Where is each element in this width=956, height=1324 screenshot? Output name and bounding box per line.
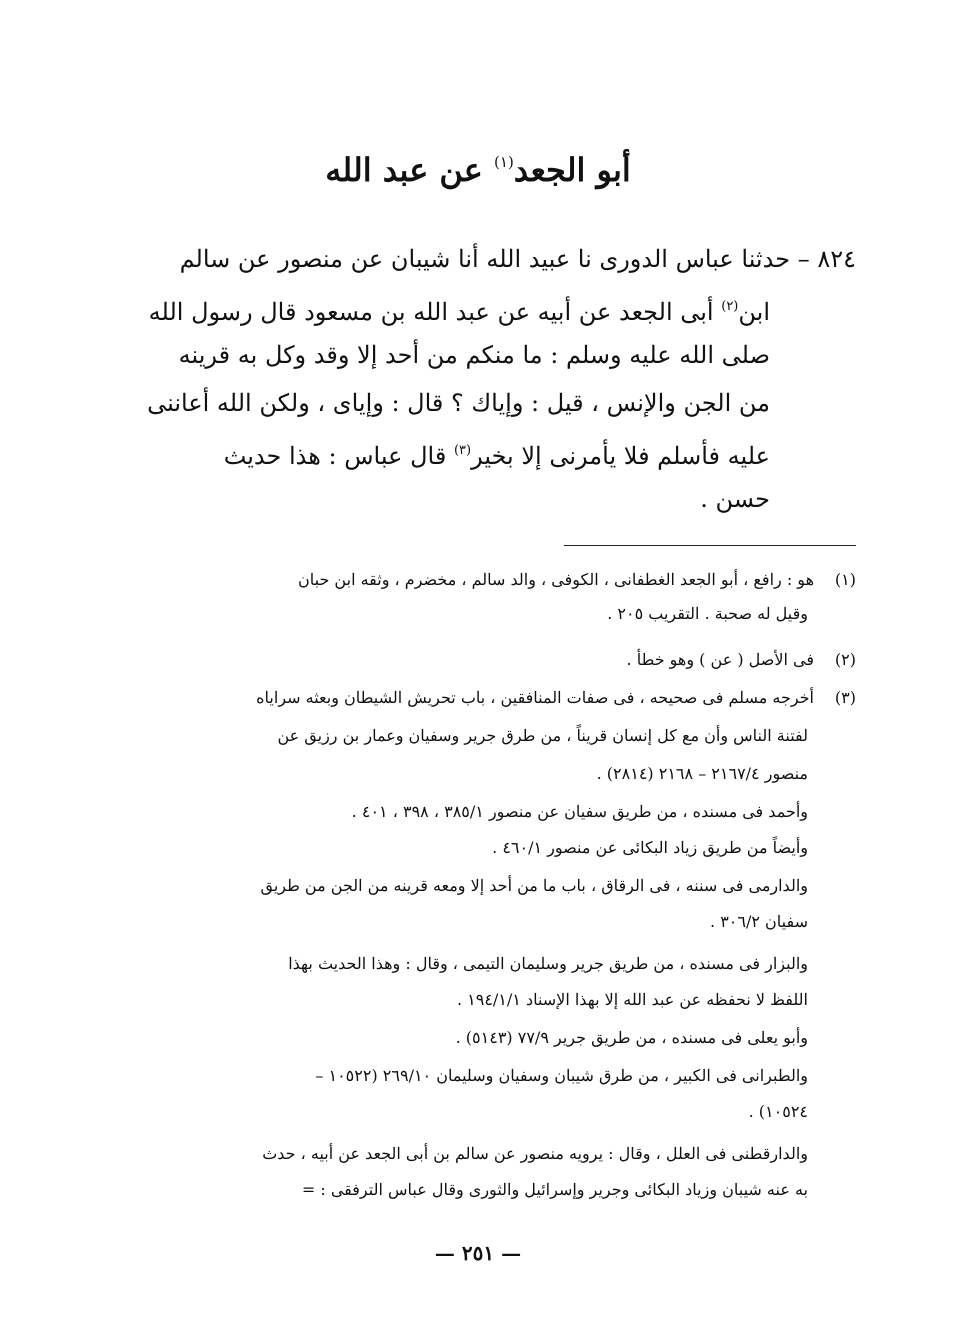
footnote-3-text-13: والدارقطنى فى العلل ، وقال : يرويه منصور عن سالم بن أبى الجعد عن أبيه ، حدث: [262, 1144, 808, 1163]
footnote-3-line-11: [315, 1062, 808, 1090]
footnote-3-line-1: [256, 684, 856, 712]
footnote-3-line-8: [288, 950, 808, 978]
footnote-3-line-3: [597, 760, 808, 788]
footnote-3-line-10: [456, 1024, 808, 1052]
footnote-2-line-1: [627, 646, 856, 674]
footnote-3-text-3: منصور ٢١٦٧/٤ – ٢١٦٨ (٢٨١٤) .: [596, 764, 808, 783]
footnote-2-text-1: فى الأصل ( عن ) وهو خطأ .: [626, 650, 814, 669]
hadith-number: ٨٢٤ –: [797, 245, 856, 273]
hadith-text-2: أبى الجعد عن أبيه عن عبد الله بن مسعود قال رسول الله: [148, 298, 714, 326]
footnote-3-text-14: به عنه شيبان وزياد البكائى وجرير وإسرائيل والثورى وقال عباس الترفقى : =: [301, 1180, 808, 1199]
footnote-3-text-12: ١٠٥٢٤) .: [748, 1102, 808, 1121]
footnote-3-text-10: وأبو يعلى فى مسنده ، من طريق جرير ٧٧/٩ (٥١٤٣) .: [455, 1028, 808, 1047]
footnote-3-text-7: سفيان ٣٠٦/٢ .: [710, 912, 808, 931]
title-rest: عن عبد الله: [325, 151, 483, 189]
footnote-3-line-14: [302, 1176, 808, 1204]
hadith-line-5: [224, 428, 770, 479]
footnote-3-text-11: والطبرانى فى الكبير ، من طرق شيبان وسفيان وسليمان ٢٦٩/١٠ (١٠٥٢٢ –: [315, 1066, 808, 1085]
hadith-line-6: [700, 476, 770, 522]
hadith-line5-suffix: قال عباس : هذا حديث: [223, 442, 447, 470]
footnote-1-text-2: وقيل له صحبة . التقريب ٢٠٥ .: [607, 604, 808, 623]
footnote-3-line-9: [457, 986, 808, 1014]
page-number: — ٢٥١ —: [434, 1241, 522, 1265]
footnote-3-line-2: [277, 722, 808, 750]
hadith-footnote-ref-3: (٣): [453, 443, 472, 458]
title-footnote-ref: (١): [494, 153, 514, 171]
hadith-footnote-ref-2: (٢): [721, 299, 739, 314]
hadith-text-5: عليه فأسلم فلا يأمرنى إلا بخير: [471, 442, 770, 470]
hadith-text-3: صلى الله عليه وسلم : ما منكم من أحد إلا وقد وكل به قرينه: [178, 341, 770, 369]
footnote-3-line-5: [492, 834, 808, 862]
hadith-line-3: [179, 332, 770, 378]
hadith-text-1: حدثنا عباس الدورى نا عبيد الله أنا شيبان عن منصور عن سالم: [179, 245, 791, 273]
footnote-3-line-6: [260, 872, 808, 900]
footnote-3-line-12: [749, 1098, 808, 1126]
footnote-3-text-8: والبزار فى مسنده ، من طريق جرير وسليمان التيمى ، وقال : وهذا الحديث بهذا: [288, 954, 808, 973]
footnote-3-line-13: [262, 1140, 808, 1168]
hadith-line-2: [149, 284, 770, 335]
footnote-3-text-5: وأيضاً من طريق زياد البكائى عن منصور ٤٦٠/١ .: [492, 838, 808, 857]
footnote-1-line-2: [607, 600, 808, 628]
section-title: [0, 138, 956, 194]
footnote-2-mark: (٢): [834, 650, 856, 669]
hadith-text-6: حسن .: [700, 485, 770, 513]
title-name: أبو الجعد: [513, 151, 631, 189]
footnote-3-text-2: لفتنة الناس وأن مع كل إنسان قريناً ، من طرق جرير وسفيان وعمار بن رزيق عن: [277, 726, 808, 745]
footnote-3-line-4: [352, 798, 808, 826]
footnote-1-line-1: [298, 566, 856, 594]
footnote-separator: [564, 545, 856, 546]
footnote-3-text-1: أخرجه مسلم فى صحيحه ، فى صفات المنافقين ، باب تحريش الشيطان وبعثه سراياه: [256, 688, 814, 707]
footnote-3-text-9: اللفظ لا نحفظه عن عبد الله إلا بهذا الإسناد ١٩٤/١/١ .: [456, 990, 808, 1009]
footnote-3-text-6: والدارمى فى سننه ، فى الرقاق ، باب ما من أحد إلا ومعه قرينه من الجن من طريق: [260, 876, 808, 895]
hadith-line2-prefix: ابن: [738, 298, 770, 326]
hadith-line-4: [147, 380, 770, 426]
footnote-3-text-4: وأحمد فى مسنده ، من طريق سفيان عن منصور ٣٨٥/١ ، ٣٩٨ ، ٤٠١ .: [351, 802, 808, 821]
footnote-1-mark: (١): [834, 570, 856, 589]
footnote-3-line-7: [710, 908, 808, 936]
hadith-text-4: من الجن والإنس ، قيل : وإياك ؟ قال : وإياى ، ولكن الله أعاننى: [147, 389, 770, 417]
footnote-3-mark: (٣): [834, 688, 856, 707]
footnote-1-text-1: هو : رافع ، أبو الجعد الغطفانى ، الكوفى ، والد سالم ، مخضرم ، وثقه ابن حبان: [298, 570, 814, 589]
hadith-line-1: [180, 236, 856, 282]
